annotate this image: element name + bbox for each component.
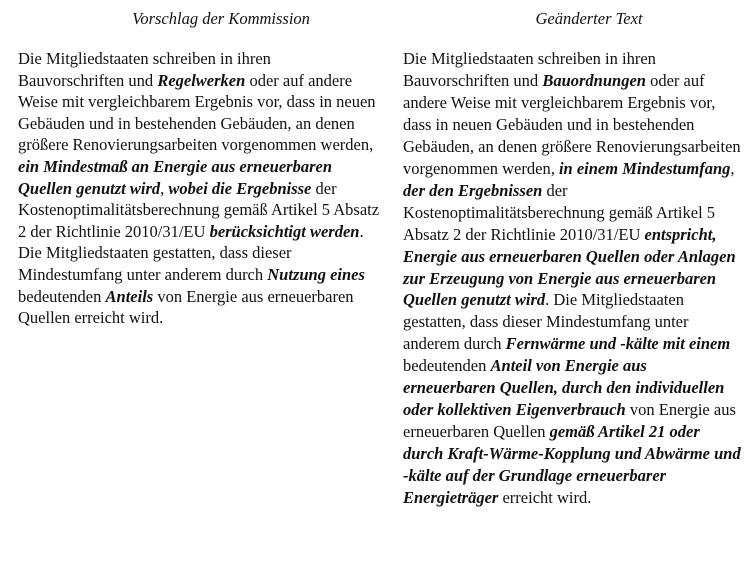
left-column-heading: Vorschlag der Kommission bbox=[132, 9, 310, 28]
emphasized-segment: berücksichtigt werden bbox=[209, 221, 360, 241]
emphasized-segment: Nutzung eines bbox=[267, 264, 365, 284]
text-segment: . Die Mitgliedstaaten gestatten, dass dieser Mindestumfang unter anderem durch bbox=[18, 221, 364, 284]
emphasized-segment: Anteil von Energie aus erneuerbaren Quellen, durch den individuellen oder kollektiven Eigenverbrauch bbox=[403, 356, 725, 420]
emphasized-segment: der den Ergebnissen bbox=[403, 180, 543, 200]
text-segment: von Energie aus erneuerbaren Quellen bbox=[403, 400, 736, 442]
right-column-heading: Geänderter Text bbox=[535, 9, 643, 28]
emphasized-segment: gemäß Artikel 21 oder durch Kraft-Wärme-Kopplung und Abwärme und -kälte auf der Grundlage erneuerbarer Energieträger bbox=[403, 422, 741, 508]
text-segment: . Die Mitgliedstaaten gestatten, dass dieser Mindestumfang unter anderem durch bbox=[403, 290, 689, 354]
text-segment: Die Mitgliedstaaten schreiben in ihren Bauvorschriften und bbox=[18, 49, 271, 90]
emphasized-segment: ein Mindestmaß an Energie aus erneuerbaren Quellen genutzt wird bbox=[18, 156, 332, 198]
text-segment: der Kostenoptimalitätsberechnung gemäß Artikel 5 Absatz 2 der Richtlinie 2010/31/EU bbox=[403, 180, 716, 244]
text-segment: oder auf andere Weise mit vergleichbarem Ergebnis vor, dass in neuen Gebäuden und in bestehenden Gebäuden, an denen größere Renovierungsarbeiten vorgenommen werden, bbox=[403, 70, 741, 178]
text-segment: , bbox=[160, 178, 169, 198]
emphasized-segment: entspricht, Energie aus erneuerbaren Quellen oder Anlagen zur Erzeugung von Energie aus erneuerbaren Quellen genutzt wird bbox=[403, 224, 736, 310]
emphasized-segment: in einem Mindestumfang bbox=[558, 158, 731, 178]
emphasized-segment: Anteils bbox=[105, 286, 154, 306]
emphasized-segment: Regelwerken bbox=[157, 70, 246, 90]
emphasized-segment: wobei die Ergebnisse bbox=[168, 178, 312, 198]
emphasized-segment: Bauordnungen bbox=[542, 70, 646, 90]
text-segment: Die Mitgliedstaaten schreiben in ihren Bauvorschriften und bbox=[403, 49, 656, 90]
text-segment: oder auf andere Weise mit vergleichbarem Ergebnis vor, dass in neuen Gebäuden und in bestehenden Gebäuden, an denen größere Renovierungsarbeiten vorgenommen werden, bbox=[18, 70, 376, 155]
emphasized-segment: Fernwärme und -kälte mit einem bbox=[505, 334, 731, 354]
text-segment: von Energie aus erneuerbaren Quellen erreicht wird. bbox=[18, 286, 354, 328]
text-segment: der Kostenoptimalitätsberechnung gemäß Artikel 5 Absatz 2 der Richtlinie 2010/31/EU bbox=[18, 178, 380, 241]
left-column-text[interactable] bbox=[18, 48, 380, 329]
right-column-text[interactable] bbox=[403, 48, 743, 509]
text-segment: bedeutenden bbox=[403, 356, 491, 376]
text-segment: , bbox=[730, 158, 735, 178]
text-segment: erreicht wird. bbox=[498, 488, 592, 508]
text-segment: bedeutenden bbox=[18, 286, 106, 306]
